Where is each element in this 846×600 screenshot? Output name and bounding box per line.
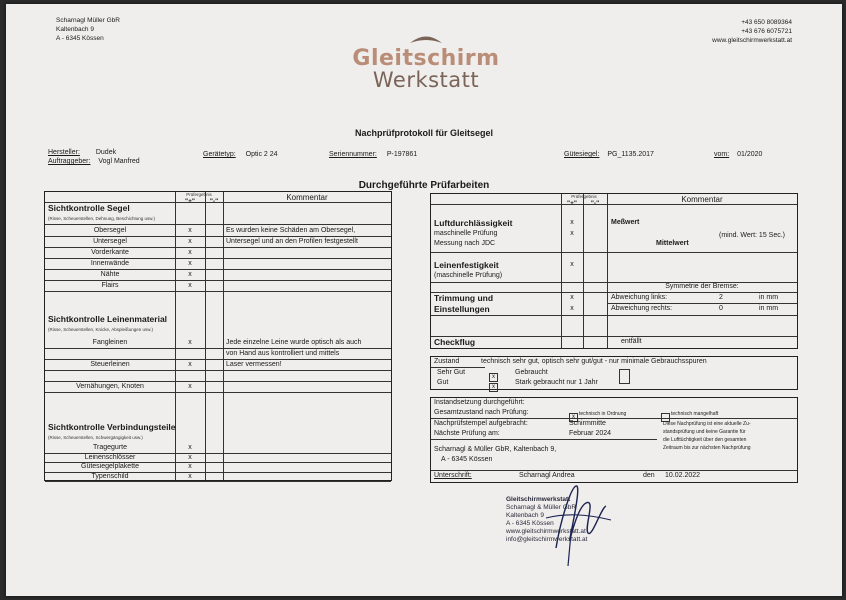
verbindung-row	[45, 472, 391, 482]
note-line-4: Zeitraum bis zur nächsten Nachprüfung	[663, 445, 751, 451]
field-auftraggeber	[48, 158, 140, 165]
segel-row-label: Innenwände	[90, 260, 130, 267]
zustand-description: technisch sehr gut, optisch sehr gut/gut - nur minimale Gebrauchsspuren	[481, 358, 707, 365]
instandsetzung-box	[430, 397, 798, 483]
verbindung-sub: (Risse, Scheuerstellen, Schwergängigkeit usw.)	[48, 435, 143, 440]
sehrgut-label: Sehr Gut	[437, 369, 466, 376]
field-seriennummer	[329, 151, 417, 158]
r-minus-header: "-"	[590, 200, 600, 207]
stamp-line-4: A - 6345 Kössen	[506, 520, 554, 527]
segel-title: Sichtkontrolle Segel	[48, 203, 130, 213]
stempel-value: Schirmmitte	[569, 420, 606, 427]
hersteller-value: Dudek	[95, 149, 117, 156]
instand-address-2: A - 6345 Kössen	[441, 456, 493, 463]
seriennummer-label: Seriennummer:	[329, 151, 377, 158]
company-name: Scharnagl Müller GbR	[56, 17, 120, 24]
r-plus-header: "+"	[567, 200, 577, 207]
luft-title: Luftdurchlässigkeit	[434, 218, 513, 228]
leinen-row-comment: von Hand aus kontrolliert und mittels	[226, 350, 340, 357]
leinen-row-label: Vernähungen, Knoten	[76, 383, 144, 390]
stamp-line-6: info@gleitschirmwerkstatt.at	[506, 536, 588, 543]
leinen-title: Sichtkontrolle Leinenmaterial	[48, 314, 168, 324]
trimm-title-1: Trimmung und	[434, 293, 494, 303]
abw-rechts-value: 0	[719, 305, 723, 312]
document-page	[6, 4, 842, 596]
guetesiegel-label: Gütesiegel:	[564, 151, 600, 158]
segel-row	[45, 280, 391, 291]
phone-1: +43 650 8089364	[741, 19, 792, 26]
gut-checkbox[interactable]: x	[489, 383, 498, 392]
leinen-row	[45, 381, 391, 392]
leinen-row-mark: x	[188, 339, 192, 346]
document-title: Nachprüfprotokoll für Gleitsegel	[354, 128, 493, 138]
field-geraetetyp	[203, 151, 278, 158]
gut-label: Gut	[437, 379, 449, 386]
field-vom	[714, 151, 762, 158]
segel-row-mark: x	[188, 238, 192, 245]
segel-row-mark: x	[188, 249, 192, 256]
leinen-row-mark: x	[188, 361, 192, 368]
naechste-label: Nächste Prüfung am:	[434, 430, 500, 437]
field-hersteller	[48, 149, 116, 156]
checkflug-value: entfällt	[621, 338, 642, 345]
zustand-box	[430, 356, 798, 390]
company-address	[56, 16, 120, 43]
handwritten-signature	[526, 478, 616, 568]
instand-title: Instandsetzung durchgeführt:	[434, 399, 525, 406]
verbindung-row-mark: x	[188, 463, 192, 470]
luft-line-1: maschinelle Prüfung	[434, 230, 498, 237]
disclaimer-note	[663, 420, 751, 452]
note-line-1: Diese Nachprüfung ist eine aktuelle Zu-	[663, 421, 751, 427]
leinen-row	[45, 359, 391, 370]
company-street: Kaltenbach 9	[56, 26, 94, 33]
segel-row	[45, 258, 391, 269]
abw-links-label: Abweichung links:	[611, 294, 668, 301]
left-inspection-box	[44, 191, 392, 481]
luft-line-2: Messung nach JDC	[434, 240, 496, 247]
r-kommentar-header: Kommentar	[681, 195, 723, 204]
unterschrift-value: Scharnagl Andrea	[519, 472, 575, 479]
auftraggeber-label: Auftraggeber:	[48, 158, 91, 165]
gebraucht-label: Gebraucht	[515, 369, 548, 376]
sehrgut-checkbox[interactable]: x	[489, 373, 498, 382]
stamp-line-2: Scharnagl & Müller GbR	[506, 504, 577, 511]
verbindung-row-mark: x	[188, 444, 192, 451]
stempel-label: Nachprüfstempel aufgebracht:	[434, 420, 528, 427]
abw-rechts-unit: in mm	[759, 305, 779, 312]
leinen-row	[45, 348, 391, 359]
verbindung-row-label: Leinenschlösser	[84, 453, 136, 461]
den-value: 10.02.2022	[665, 472, 701, 479]
leinen-row-comment: Jede einzelne Leine wurde optisch als auch	[226, 339, 362, 346]
leinenfest-sub: (maschinelle Prüfung)	[434, 272, 503, 279]
abw-rechts-label: Abweichung rechts:	[611, 305, 673, 312]
segel-row	[45, 236, 391, 247]
trimm-mark-2: x	[570, 305, 574, 312]
auftraggeber-value: Vogl Manfred	[98, 158, 140, 165]
leinen-row	[45, 370, 391, 381]
leinenfest-title: Leinenfestigkeit	[434, 260, 499, 270]
opt1-checkbox[interactable]: x	[569, 413, 578, 422]
verbindung-row	[45, 443, 391, 453]
opt2-label: technisch mangelhaft	[671, 411, 719, 417]
logo	[336, 32, 516, 92]
segel-sub: (Risse, Scheuerstellen, Dehnung, Beschichtung usw.)	[48, 216, 156, 221]
note-line-2: standsprüfung und keine Garantie für	[663, 429, 746, 435]
naechste-value: Februar 2024	[569, 430, 612, 437]
segel-row-label: Obersegel	[93, 227, 127, 234]
leinen-row	[45, 337, 391, 348]
checkflug-title: Checkflug	[434, 337, 476, 347]
leinen-row-label: Steuerleinen	[90, 361, 130, 368]
segel-row-mark: x	[188, 282, 192, 289]
leinen-row-label: Fangleinen	[92, 339, 128, 346]
logo-line-1: Gleitschirm	[352, 46, 500, 71]
abw-links-unit: in mm	[759, 294, 779, 301]
segel-row-comment: Untersegel und an den Profilen festgestellt	[226, 238, 358, 245]
verbindung-row	[45, 462, 391, 472]
r-pruefergebnis-header: Prüfergebnis	[571, 194, 597, 199]
hersteller-label: Hersteller:	[48, 149, 80, 156]
segel-row-label: Untersegel	[93, 238, 127, 245]
verbindung-row-label: Typenschild	[91, 472, 129, 480]
instand-address-1: Scharnagl & Müller GbR, Kaltenbach 9,	[434, 446, 557, 453]
segel-row-label: Flairs	[101, 282, 119, 289]
logo-line-2: Werkstatt	[372, 68, 480, 92]
zustand-label: Zustand	[434, 358, 460, 365]
company-city: A - 6345 Kössen	[56, 35, 104, 42]
segel-row-mark: x	[188, 227, 192, 234]
abw-links-value: 2	[719, 294, 723, 301]
trimm-title-2: Einstellungen	[434, 304, 490, 314]
field-guetesiegel	[564, 151, 654, 158]
mittelwert: Mittelwert	[656, 240, 689, 247]
verbindung-row	[45, 453, 391, 463]
verbindung-row-mark: x	[188, 472, 192, 480]
vom-label: vom:	[714, 151, 730, 158]
verbindung-title: Sichtkontrolle Verbindungsteile	[48, 422, 176, 432]
opt1-label: technisch in Ordnung	[579, 411, 627, 417]
leinen-row-comment: Laser vermessen!	[226, 361, 282, 368]
seriennummer-value: P-197861	[386, 151, 418, 158]
phone-2: +43 676 6075721	[741, 28, 792, 35]
unterschrift-label: Unterschrift:	[434, 472, 472, 479]
pruefergebnis-header: Prüfergebnis	[186, 192, 212, 197]
vom-value: 01/2020	[737, 151, 763, 158]
website: www.gleitschirmwerkstatt.at	[712, 37, 792, 44]
geraetetyp-value: Optic 2 24	[245, 151, 278, 158]
leinenfest-mark: x	[570, 261, 574, 268]
note-line-3: die Lufttüchtigkeit über den gesamten	[663, 437, 747, 443]
leinen-sub: (Risse, Scheuerstellen, Knicke, Abspleißungen usw.)	[48, 327, 154, 332]
kommentar-header: Kommentar	[286, 193, 328, 202]
segel-row-comment: Es wurden keine Schäden am Obersegel,	[226, 227, 356, 234]
verbindung-row-mark: x	[188, 453, 192, 461]
stamp-line-3: Kaltenbach 9	[506, 512, 544, 519]
gebraucht-checkbox[interactable]	[619, 369, 630, 384]
geraetetyp-label: Gerätetyp:	[203, 151, 236, 158]
verbindung-row-label: Tragegurte	[93, 444, 127, 451]
segel-row-mark: x	[188, 260, 192, 267]
guetesiegel-value: PG_1135.2017	[607, 151, 654, 158]
paraglider-icon	[406, 32, 446, 46]
verbindung-row-label: Gütesiegelplakette	[81, 463, 139, 470]
messwert: Meßwert	[611, 219, 640, 226]
segel-row-label: Nähte	[100, 271, 120, 278]
segel-row	[45, 269, 391, 280]
minus-header: "-"	[209, 198, 219, 205]
leinen-row-mark: x	[188, 383, 192, 390]
stark-label: Stark gebraucht nur 1 Jahr	[515, 379, 598, 386]
symmetrie: Symmetrie der Bremse:	[665, 283, 739, 290]
section-title: Durchgeführte Prüfarbeiten	[358, 180, 490, 191]
gesamt-label: Gesamtzustand nach Prüfung:	[434, 409, 529, 416]
stamp-line-1: Gleitschirmwerkstatt	[506, 496, 571, 503]
segel-row-label: Vorderkante	[91, 249, 129, 256]
mindwert: (mind. Wert: 15 Sec.)	[719, 232, 786, 239]
plus-header: "+"	[185, 198, 195, 205]
segel-row	[45, 225, 391, 236]
trimm-mark-1: x	[570, 294, 574, 301]
stamp-line-5: www.gleitschirmwerkstatt.at	[506, 528, 586, 535]
segel-row	[45, 247, 391, 258]
right-inspection-box	[430, 193, 798, 349]
den-label: den	[643, 472, 655, 479]
luft-mark-1: x	[570, 219, 574, 226]
segel-row-mark: x	[188, 271, 192, 278]
luft-mark-2: x	[570, 230, 574, 237]
company-contact	[712, 18, 792, 45]
